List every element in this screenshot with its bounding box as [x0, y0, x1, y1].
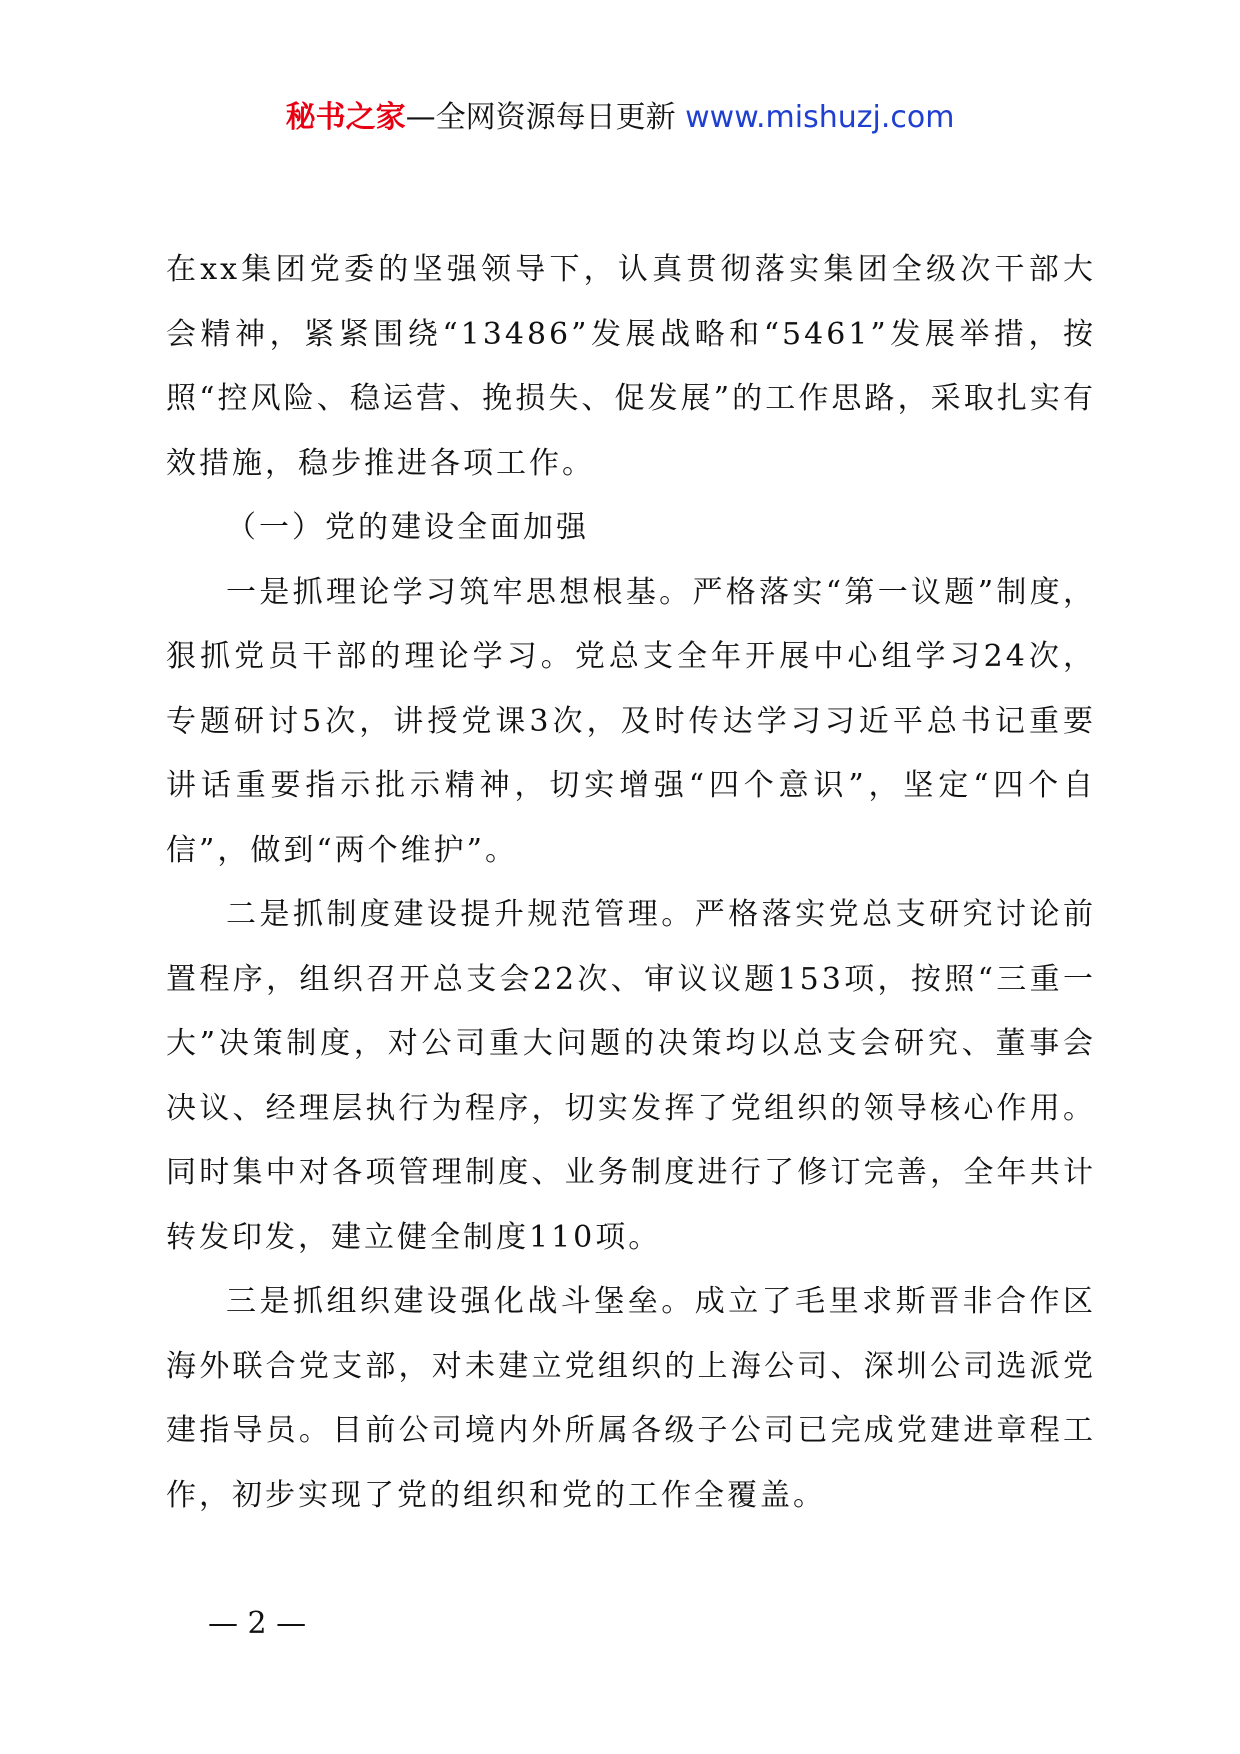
brand-name: 秘书之家 [285, 100, 406, 135]
document-body [166, 238, 1096, 1528]
page-header [0, 98, 1240, 138]
header-slogan: —全网资源每日更新 [405, 100, 686, 135]
paragraph-system-building: 二是抓制度建设提升规范管理。严格落实党总支研究讨论前置程序，组织召开总支会22次、审议议题153项，按照“三重一大”决策制度，对公司重大问题的决策均以总支会研究、董事会决议、经理层执行为程序，切实发挥了党组织的领导核心作用。同时集中对各项管理制度、业务制度进行了修订完善，全年共计转发印发，建立健全制度110项。 [166, 897, 1096, 1255]
paragraph-theory-study: 一是抓理论学习筑牢思想根基。严格落实“第一议题”制度，狠抓党员干部的理论学习。党总支全年开展中心组学习24次，专题研讨5次，讲授党课3次，及时传达学习习近平总书记重要讲话重要指示批示精神，切实增强“四个意识”，坚定“四个自信”，做到“两个维护”。 [166, 574, 1096, 868]
intro-paragraph: 在xx集团党委的坚强领导下，认真贯彻落实集团全级次干部大会精神，紧紧围绕“13486”发展战略和“5461”发展举措，按照“控风险、稳运营、挽损失、促发展”的工作思路，采取扎实有效措施，稳步推进各项工作。 [166, 252, 1096, 481]
page-number: — 2 — [208, 1606, 307, 1641]
site-url-link[interactable]: www.mishuzj.com [685, 100, 955, 135]
section-heading: （一）党的建设全面加强 [226, 510, 589, 545]
paragraph-organization-building: 三是抓组织建设强化战斗堡垒。成立了毛里求斯晋非合作区海外联合党支部，对未建立党组织的上海公司、深圳公司选派党建指导员。目前公司境内外所属各级子公司已完成党建进章程工作，初步实现了党的组织和党的工作全覆盖。 [166, 1284, 1096, 1513]
